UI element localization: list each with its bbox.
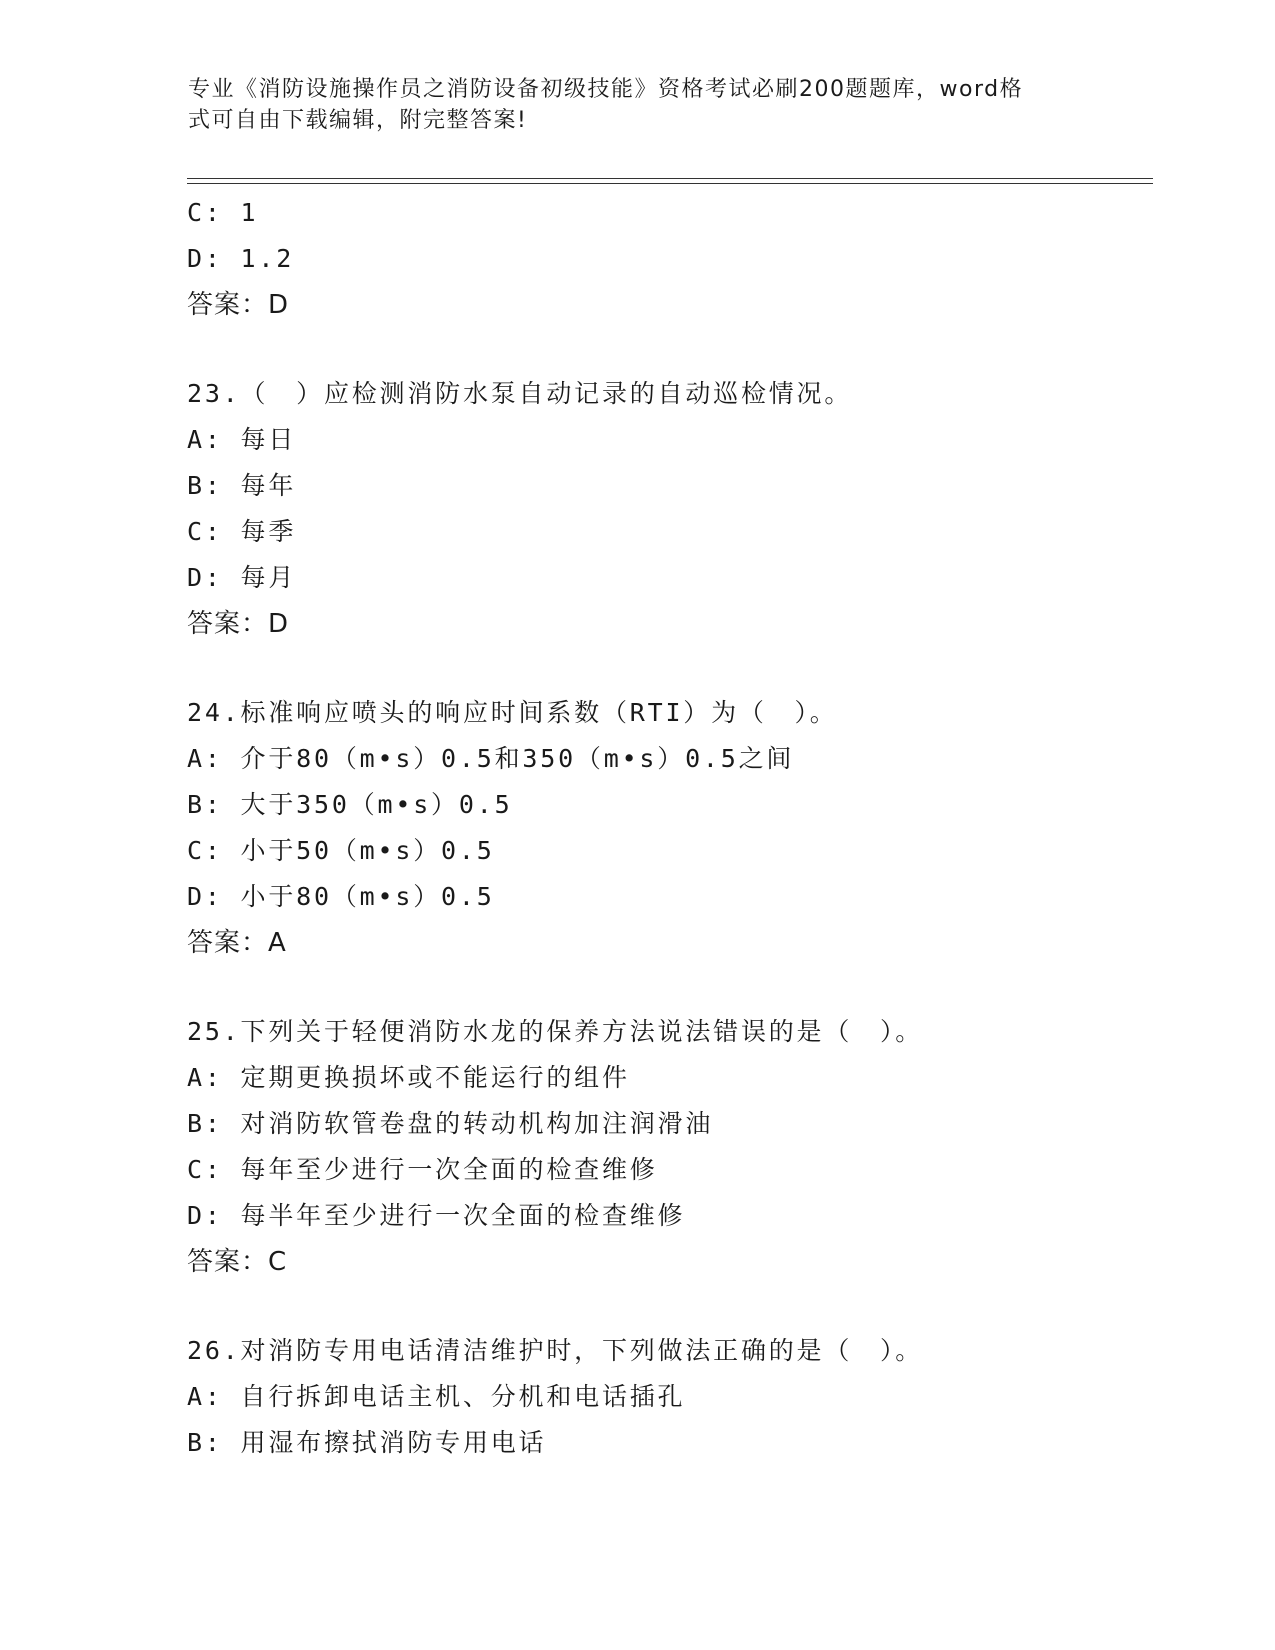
question-list [187,190,1147,1466]
question-text: 24.标准响应喷头的响应时间系数（RTI）为（ ）。 [187,698,838,727]
document-header [188,74,1068,136]
spacer [187,966,1147,1009]
answer-line: 答案：A [187,928,287,958]
question-25 [187,1009,1147,1285]
header-line-1: 专业《消防设施操作员之消防设备初级技能》资格考试必刷200题题库，word格 [188,77,1024,102]
question-26 [187,1328,1147,1466]
option-a: A: 自行拆卸电话主机、分机和电话插孔 [187,1382,686,1411]
spacer [187,647,1147,690]
answer-line: 答案：D [187,609,290,639]
question-text: 26.对消防专用电话清洁维护时，下列做法正确的是（ ）。 [187,1336,924,1365]
option-d: D: 小于80（m•s）0.5 [187,882,495,911]
option-c: C: 1 [187,198,259,227]
spacer [187,1285,1147,1328]
option-c: C: 每年至少进行一次全面的检查维修 [187,1155,658,1184]
question-23 [187,371,1147,647]
option-a: A: 每日 [187,425,297,454]
header-divider-bottom [187,183,1153,184]
option-c: C: 每季 [187,517,297,546]
option-d: D: 每月 [187,563,297,592]
header-divider-top [187,178,1153,179]
header-line-2: 式可自由下载编辑，附完整答案! [188,108,528,133]
answer-line: 答案：C [187,1247,288,1277]
option-d: D: 1.2 [187,244,295,273]
option-c: C: 小于50（m•s）0.5 [187,836,495,865]
answer-line: 答案：D [187,290,290,320]
option-b: B: 对消防软管卷盘的转动机构加注润滑油 [187,1109,714,1138]
option-d: D: 每半年至少进行一次全面的检查维修 [187,1201,686,1230]
option-a: A: 定期更换损坏或不能运行的组件 [187,1063,630,1092]
option-b: B: 大于350（m•s）0.5 [187,790,513,819]
option-a: A: 介于80（m•s）0.5和350（m•s）0.5之间 [187,744,795,773]
question-text: 25.下列关于轻便消防水龙的保养方法说法错误的是（ ）。 [187,1017,924,1046]
spacer [187,328,1147,371]
question-22-continued [187,190,1147,328]
option-b: B: 用湿布擦拭消防专用电话 [187,1428,547,1457]
question-text: 23.（ ）应检测消防水泵自动记录的自动巡检情况。 [187,379,853,408]
option-b: B: 每年 [187,471,297,500]
question-24 [187,690,1147,966]
